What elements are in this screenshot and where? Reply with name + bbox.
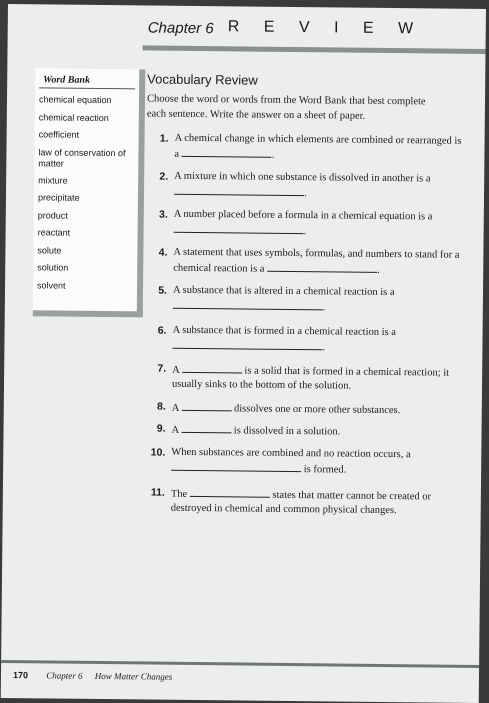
answer-blank xyxy=(182,146,272,158)
word-bank-list xyxy=(33,88,139,295)
question-text: A substance that is formed in a chemical reaction is a . xyxy=(172,324,396,354)
word-bank-item: chemical equation xyxy=(38,94,112,106)
question-item xyxy=(144,421,464,438)
question-text: The states that matter cannot be created or destroyed in chemical and common physical changes. xyxy=(171,486,463,519)
question-number: 9. xyxy=(156,422,166,435)
question-text: A is a solid that is formed in a chemical reaction; it usually sinks to the bottom of the solution. xyxy=(172,362,464,395)
word-bank-item: precipitate xyxy=(37,192,80,203)
answer-blank xyxy=(267,261,377,273)
page-number: 170 xyxy=(12,670,29,681)
footer-rule xyxy=(1,660,479,668)
question-text: When substances are combined and no reaction occurs, a is formed. xyxy=(171,446,411,476)
question-number: 6. xyxy=(157,324,167,337)
word-bank-title: Word Bank xyxy=(39,68,135,89)
word-bank-item: mixture xyxy=(38,174,68,186)
answer-blank xyxy=(182,362,242,374)
word-bank-item: solvent xyxy=(37,279,66,291)
question-item xyxy=(144,361,464,392)
word-bank xyxy=(33,68,146,317)
answer-blank xyxy=(190,486,270,498)
answer-blank xyxy=(173,298,323,311)
answer-blank xyxy=(172,338,322,351)
answer-blank xyxy=(181,422,231,434)
question-item xyxy=(144,399,464,417)
instructions: Choose the word or words from the Word Bank that best complete each sentence. Write the answer on a sheet of paper. xyxy=(146,93,426,122)
question-text: A dissolves one or more other substances. xyxy=(172,400,464,419)
question-item xyxy=(146,169,466,200)
word-bank-item: chemical reaction xyxy=(38,111,109,123)
textbook-page xyxy=(1,4,486,703)
vocabulary-review-heading: Vocabulary Review xyxy=(147,71,258,88)
footer-chapter-title: How Matter Changes xyxy=(94,670,173,682)
question-text: A is dissolved in a solution. xyxy=(171,422,463,441)
chapter-label: Chapter 6 xyxy=(147,19,214,38)
answer-blank xyxy=(181,400,231,412)
question-item xyxy=(145,323,465,354)
word-bank-item: reactant xyxy=(37,227,71,238)
question-number: 11. xyxy=(150,486,165,499)
question-number: 2. xyxy=(159,170,169,183)
question-item xyxy=(143,485,463,517)
question-number: 10. xyxy=(150,446,166,459)
answer-blank xyxy=(174,184,304,196)
question-item xyxy=(145,283,465,314)
question-text: A statement that uses symbols, formulas, and numbers to stand for a chemical reaction is a . xyxy=(173,246,460,276)
footer-chapter: Chapter 6 xyxy=(46,670,83,681)
word-bank-item: coefficient xyxy=(38,129,80,140)
question-number: 1. xyxy=(159,132,169,145)
review-heading: R E V I E W xyxy=(227,18,424,38)
question-list xyxy=(147,131,467,517)
question-item xyxy=(145,245,465,276)
question-text: A chemical change in which elements are combined or rearranged is a . xyxy=(174,132,462,161)
question-item xyxy=(146,207,466,238)
question-text: A mixture in which one substance is dissolved in another is a . xyxy=(174,170,431,200)
question-text: A substance that is altered in a chemical reaction is a . xyxy=(172,284,395,314)
question-text: A number placed before a formula in a chemical equation is a . xyxy=(173,208,433,238)
page-footer xyxy=(13,670,182,682)
question-item xyxy=(147,131,467,161)
question-number: 5. xyxy=(158,284,168,297)
word-bank-item: product xyxy=(37,209,68,221)
word-bank-item: law of conservation of matter xyxy=(38,146,126,169)
question-number: 7. xyxy=(157,362,167,375)
question-item xyxy=(143,445,463,476)
word-bank-item: solution xyxy=(37,262,69,273)
question-number: 8. xyxy=(156,400,166,413)
question-number: 4. xyxy=(158,246,168,259)
word-bank-item: solute xyxy=(37,244,62,256)
answer-blank xyxy=(174,222,304,234)
title-rule xyxy=(143,45,486,54)
answer-blank xyxy=(171,460,301,472)
question-number: 3. xyxy=(158,208,168,221)
